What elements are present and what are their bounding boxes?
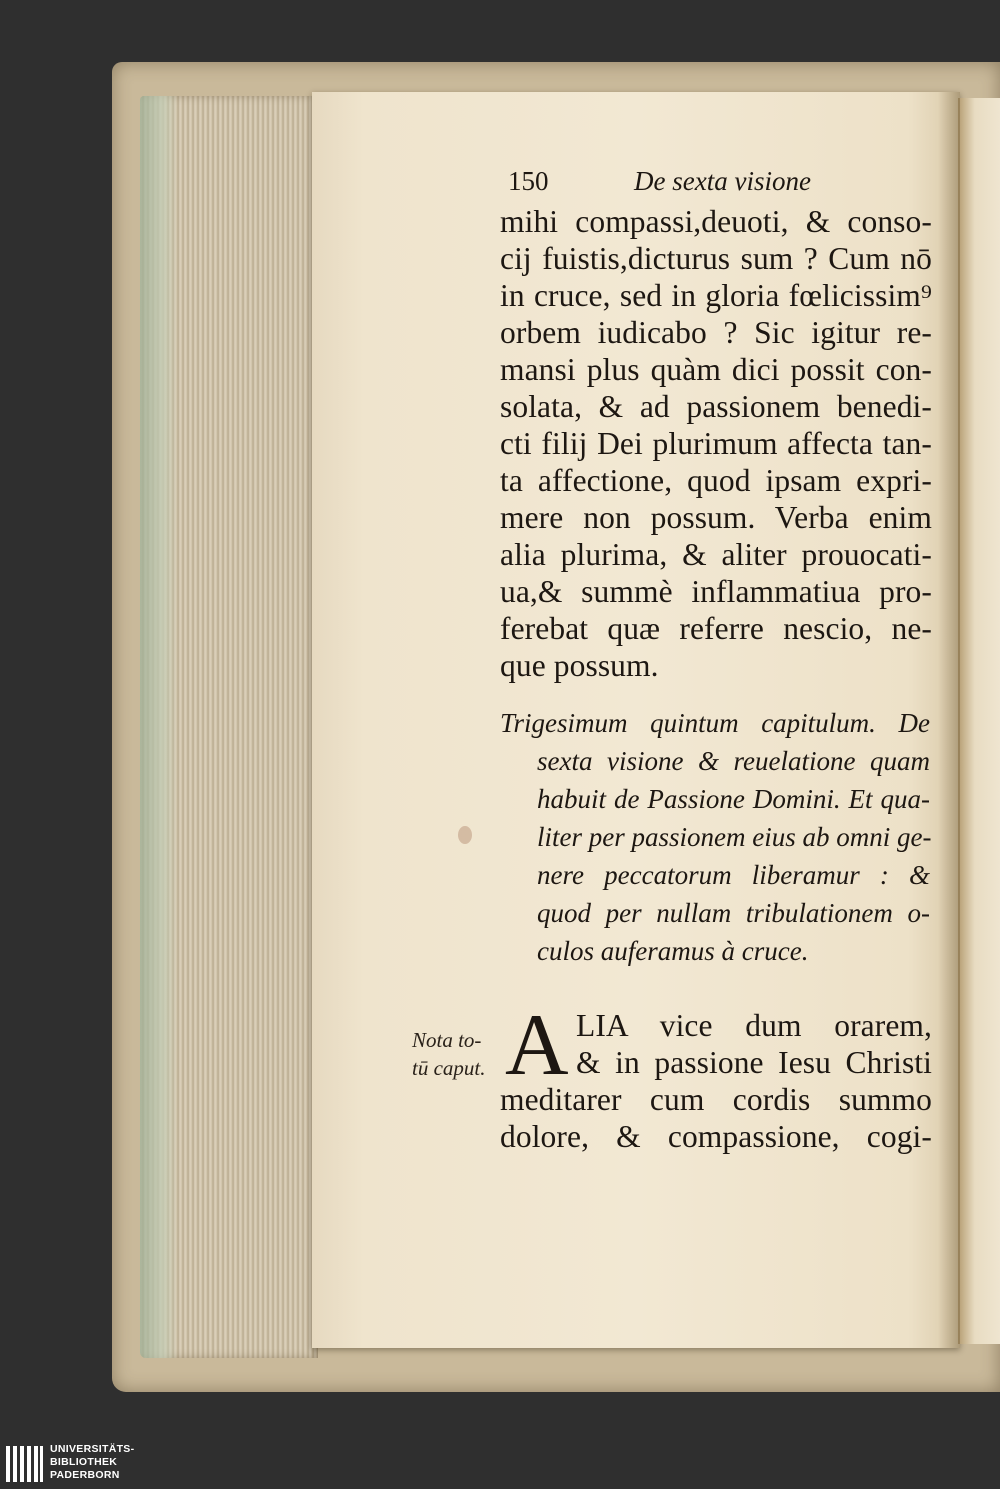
heading-line: habuit de Passione Domini. Et qua- bbox=[537, 784, 930, 814]
library-footer bbox=[0, 1440, 1000, 1489]
margin-note-line: Nota to- bbox=[412, 1028, 482, 1052]
library-name-line: BIBLIOTHEK bbox=[50, 1456, 118, 1468]
heading-line: liter per passionem eius ab omni ge- bbox=[537, 822, 932, 852]
body-line: ferebat quæ referre nescio, ne- bbox=[500, 611, 932, 646]
heading-line: culos auferamus à cruce. bbox=[537, 936, 809, 966]
margin-note-line: tū caput. bbox=[412, 1056, 486, 1080]
library-name-line: UNIVERSITÄTS- bbox=[50, 1443, 135, 1455]
body-line: mihi compassi,deuoti, & conso- bbox=[500, 204, 932, 239]
body-line: alia plurima, & aliter prouocati- bbox=[500, 537, 932, 572]
facing-page-edge bbox=[958, 98, 1000, 1344]
body-line: cti filij Dei plurimum affecta tan- bbox=[500, 426, 932, 461]
drop-capital: A bbox=[505, 997, 569, 1094]
library-logo-icon bbox=[6, 1442, 44, 1486]
running-head bbox=[508, 166, 928, 206]
body-line: orbem iudicabo ? Sic igitur re- bbox=[500, 315, 932, 350]
library-name bbox=[50, 1443, 134, 1482]
body-line: ua,& summè inflammatiua pro- bbox=[500, 574, 932, 609]
body-line: mansi plus quàm dici possit con- bbox=[500, 352, 932, 387]
library-name-line: PADERBORN bbox=[50, 1469, 120, 1481]
body-line: cij fuistis,dicturus sum ? Cum nō bbox=[500, 241, 932, 276]
page-number: 150 bbox=[508, 166, 549, 196]
body-line: que possum. bbox=[500, 648, 659, 683]
heading-line: Trigesimum quintum capitulum. De bbox=[500, 708, 930, 738]
heading-line: sexta visione & reuelatione quam bbox=[537, 746, 930, 776]
chapter-line: LIA vice dum orarem, bbox=[576, 1008, 932, 1043]
gutter-shadow bbox=[938, 92, 960, 1348]
running-title: De sexta visione bbox=[634, 166, 811, 196]
chapter-line: & in passione Iesu Christi bbox=[576, 1045, 932, 1080]
chapter-line: dolore, & compassione, cogi- bbox=[500, 1119, 932, 1154]
heading-line: nere peccatorum liberamur : & bbox=[537, 860, 930, 890]
body-line: in cruce, sed in gloria fœlicissim⁹ bbox=[500, 278, 932, 313]
body-line: ta affectione, quod ipsam expri- bbox=[500, 463, 932, 498]
paper-stain bbox=[458, 826, 472, 844]
chapter-line: meditarer cum cordis summo bbox=[500, 1082, 932, 1117]
body-line: solata, & ad passionem benedi- bbox=[500, 389, 932, 424]
heading-line: quod per nullam tribulationem o- bbox=[537, 898, 930, 928]
body-line: mere non possum. Verba enim bbox=[500, 500, 932, 535]
edge-tint bbox=[140, 96, 178, 1358]
